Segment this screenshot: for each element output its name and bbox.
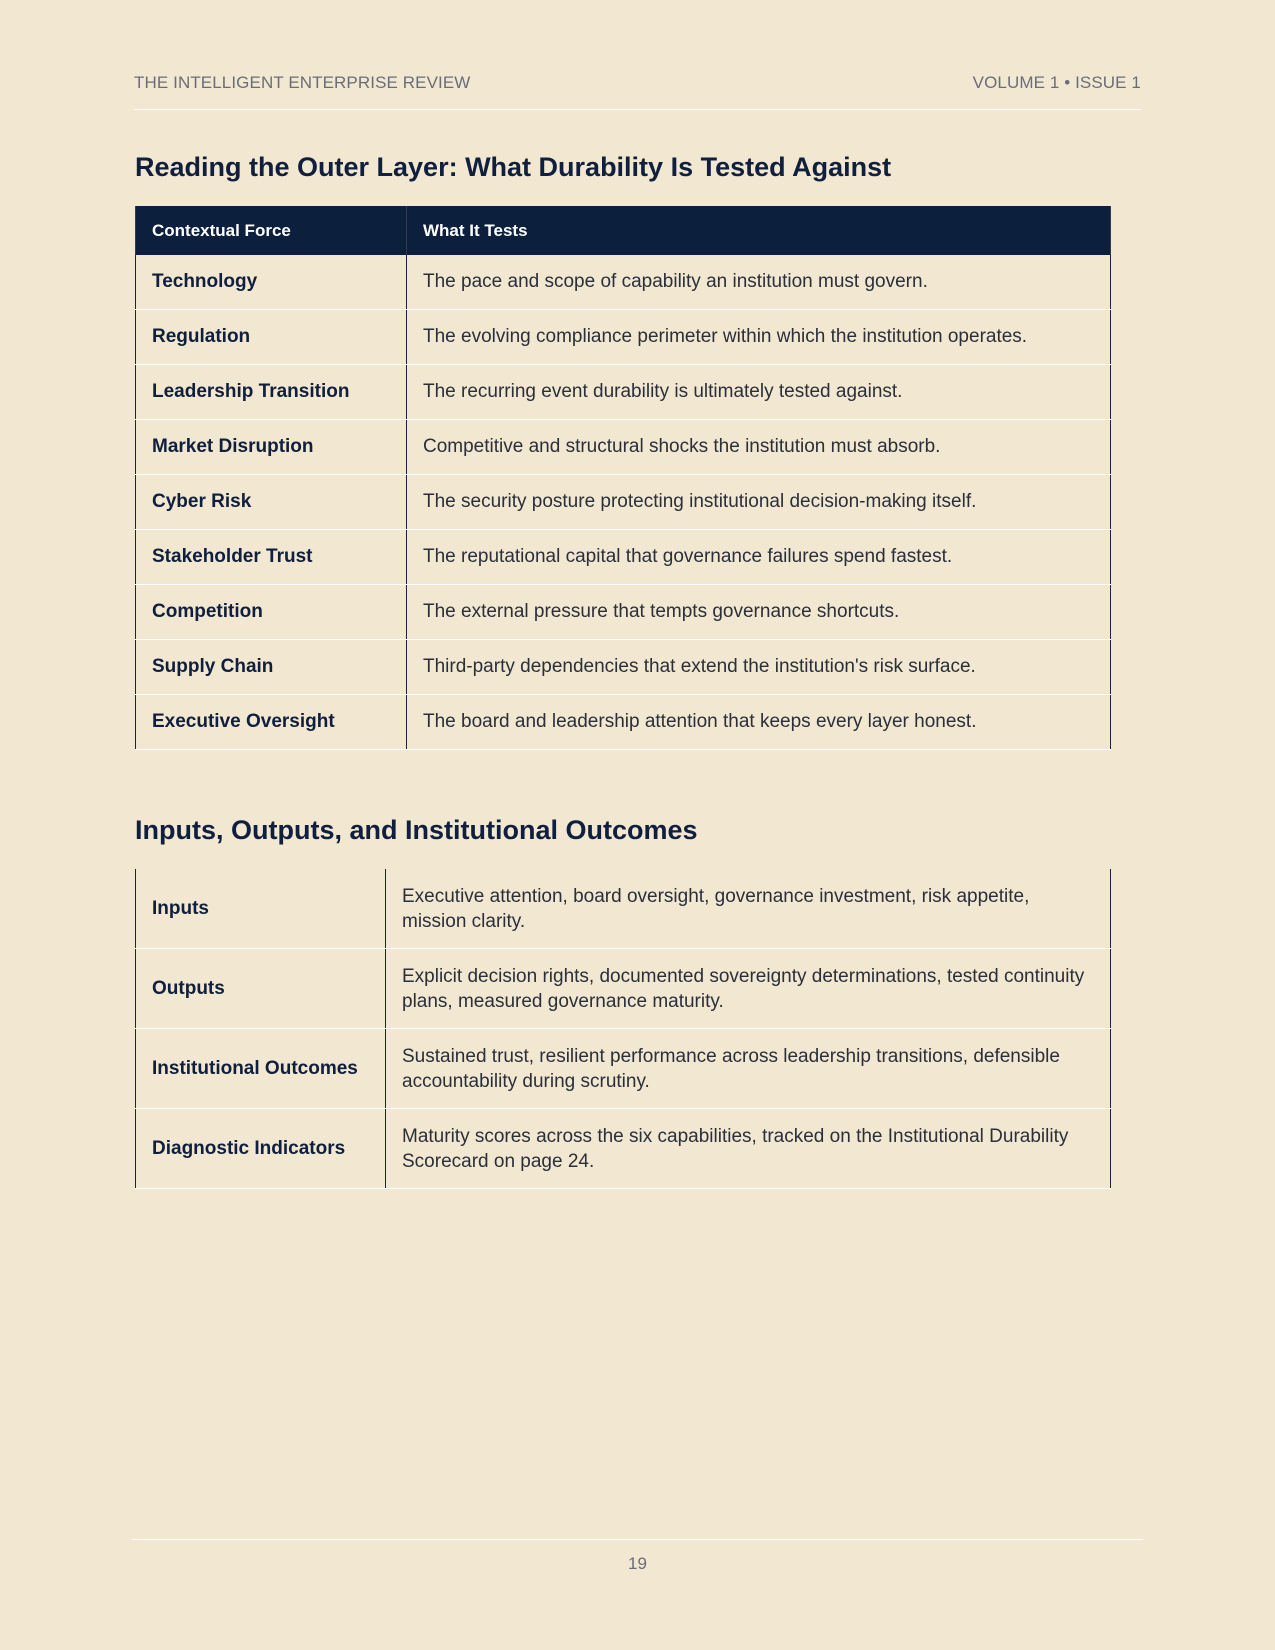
what-it-tests-cell: The recurring event durability is ultimately tested against. <box>407 365 1111 420</box>
what-it-tests-cell: The pace and scope of capability an institution must govern. <box>407 255 1111 310</box>
table-row <box>136 695 1111 750</box>
what-it-tests-cell: The evolving compliance perimeter within which the institution operates. <box>407 310 1111 365</box>
table-row <box>136 640 1111 695</box>
what-it-tests-cell: The security posture protecting institutional decision-making itself. <box>407 475 1111 530</box>
contextual-force-cell: Leadership Transition <box>136 365 407 420</box>
row-label-cell: Institutional Outcomes <box>136 1029 386 1109</box>
inputs-outputs-table <box>135 869 1111 1189</box>
row-description-cell: Sustained trust, resilient performance across leadership transitions, defensible accountability during scrutiny. <box>386 1029 1111 1109</box>
running-header <box>134 73 1141 110</box>
table-header-row <box>136 206 1111 255</box>
column-header-contextual-force: Contextual Force <box>136 206 407 255</box>
row-label-cell: Outputs <box>136 949 386 1029</box>
table-row <box>136 869 1111 949</box>
contextual-force-cell: Technology <box>136 255 407 310</box>
contextual-force-cell: Competition <box>136 585 407 640</box>
contextual-force-cell: Supply Chain <box>136 640 407 695</box>
table-row <box>136 949 1111 1029</box>
row-label-cell: Inputs <box>136 869 386 949</box>
table-row <box>136 255 1111 310</box>
contextual-force-cell: Regulation <box>136 310 407 365</box>
contextual-force-cell: Executive Oversight <box>136 695 407 750</box>
table-row <box>136 365 1111 420</box>
issue-label: VOLUME 1 • ISSUE 1 <box>972 73 1141 92</box>
what-it-tests-cell: The external pressure that tempts governance shortcuts. <box>407 585 1111 640</box>
contextual-force-cell: Stakeholder Trust <box>136 530 407 585</box>
what-it-tests-cell: The board and leadership attention that keeps every layer honest. <box>407 695 1111 750</box>
what-it-tests-cell: The reputational capital that governance failures spend fastest. <box>407 530 1111 585</box>
publication-name: THE INTELLIGENT ENTERPRISE REVIEW <box>134 73 471 92</box>
table-row <box>136 1029 1111 1109</box>
page-number: 19 <box>628 1554 647 1573</box>
row-description-cell: Executive attention, board oversight, governance investment, risk appetite, mission clarity. <box>386 869 1111 949</box>
section-title-outer-layer: Reading the Outer Layer: What Durability Is Tested Against <box>135 152 892 182</box>
contextual-force-cell: Cyber Risk <box>136 475 407 530</box>
section-title-inputs-outputs: Inputs, Outputs, and Institutional Outcomes <box>135 815 698 845</box>
footer-divider <box>132 1539 1143 1540</box>
row-description-cell: Explicit decision rights, documented sovereignty determinations, tested continuity plans, measured governance maturity. <box>386 949 1111 1029</box>
table-row <box>136 585 1111 640</box>
table-row <box>136 420 1111 475</box>
contextual-force-cell: Market Disruption <box>136 420 407 475</box>
what-it-tests-cell: Third-party dependencies that extend the institution's risk surface. <box>407 640 1111 695</box>
contextual-forces-table <box>135 206 1111 750</box>
table-row <box>136 1109 1111 1189</box>
table-row <box>136 475 1111 530</box>
row-label-cell: Diagnostic Indicators <box>136 1109 386 1189</box>
row-description-cell: Maturity scores across the six capabilities, tracked on the Institutional Durability Scorecard on page 24. <box>386 1109 1111 1189</box>
table-row <box>136 310 1111 365</box>
what-it-tests-cell: Competitive and structural shocks the institution must absorb. <box>407 420 1111 475</box>
column-header-what-it-tests: What It Tests <box>407 206 1111 255</box>
table-row <box>136 530 1111 585</box>
